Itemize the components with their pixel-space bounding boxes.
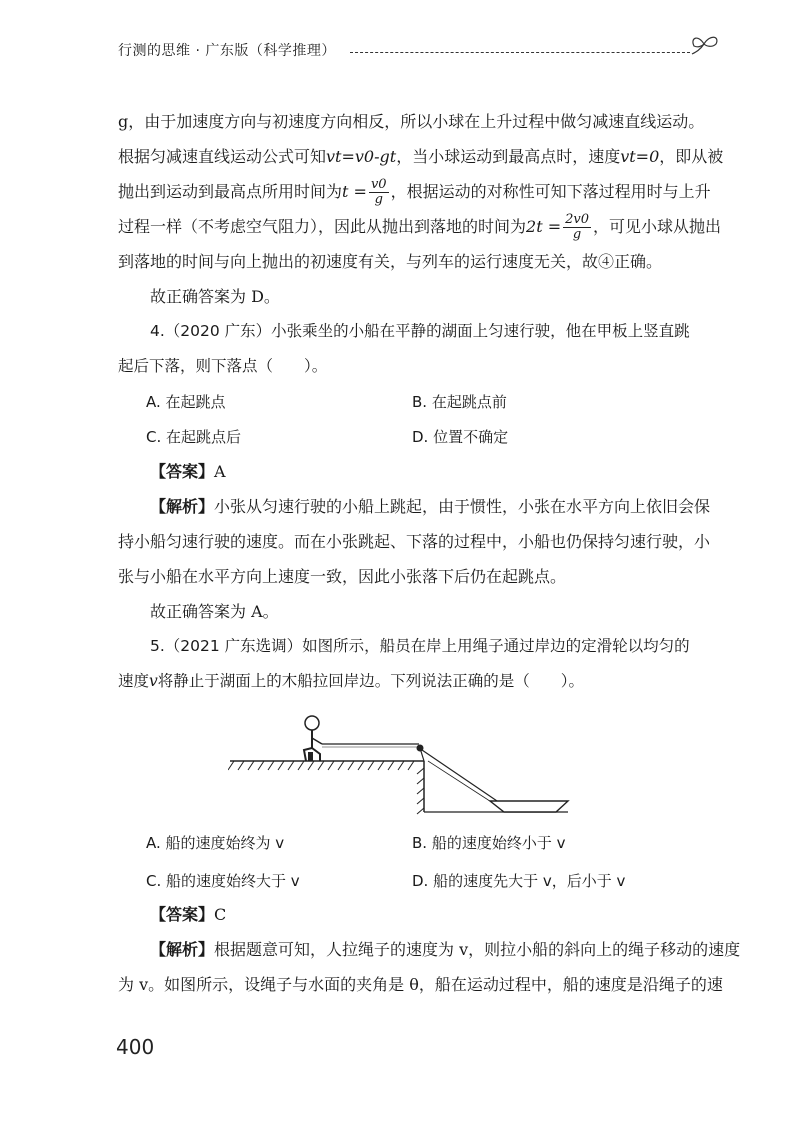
sprout-icon	[686, 32, 726, 62]
text-run: 小张从匀速行驶的小船上跳起，由于惯性，小张在水平方向上依旧会保	[214, 497, 711, 516]
wall-hatching	[417, 768, 424, 814]
text-run: 根据题意可知，人拉绳子的速度为 v，则拉小船的斜向上的绳子移动的速度	[214, 940, 741, 959]
text-run: 抛出到运动到最高点所用时间为	[118, 182, 343, 201]
analysis-line	[118, 932, 741, 967]
option-a[interactable]: A. 在起跳点	[146, 393, 226, 411]
option-a[interactable]: A. 船的速度始终为 v	[146, 834, 285, 852]
text-run: ，当小球运动到最高点时，速度	[396, 147, 621, 166]
answer-conclusion: 故正确答案为 D。	[150, 287, 280, 306]
text-run: 根据匀减速直线运动公式可知	[118, 147, 327, 166]
text-run: 速度	[118, 672, 150, 690]
fraction-denominator: g	[572, 227, 582, 242]
question-5-solution	[118, 897, 741, 1002]
ground-hatching	[228, 761, 414, 770]
question-4-solution	[118, 454, 718, 629]
answer-line	[118, 454, 718, 489]
analysis-line: 为 v。如图所示，设绳子与水面的夹角是 θ，船在运动过程中，船的速度是沿绳子的速	[118, 975, 723, 994]
question-4-options-row-2	[146, 426, 706, 456]
formula-t: t =	[342, 182, 367, 201]
running-header	[118, 38, 718, 68]
text-run: ，可见小球从抛出	[593, 217, 722, 236]
page-number: 400	[116, 1035, 155, 1059]
header-rule	[350, 52, 690, 53]
fraction-v0-over-g	[369, 178, 389, 207]
question-5-stem	[118, 629, 718, 699]
formula-vt-zero: vt=0	[620, 147, 660, 166]
question-5-options-row-2	[146, 870, 706, 900]
boat	[490, 801, 568, 812]
analysis-line: 持小船匀速行驶的速度。而在小张跳起、下落的过程中，小船也仍保持匀速行驶，小	[118, 532, 711, 551]
fraction-numerator: v0	[370, 177, 387, 192]
answer-value: C	[214, 905, 227, 924]
paragraph-line	[118, 139, 724, 174]
paragraph-line: 到落地的时间与向上抛出的初速度有关，与列车的运行速度无关，故④正确。	[118, 252, 663, 271]
paragraph-line	[118, 174, 718, 209]
fraction-denominator: g	[374, 192, 383, 207]
option-c[interactable]: C. 船的速度始终大于 v	[146, 872, 300, 890]
option-c[interactable]: C. 在起跳点后	[146, 428, 242, 446]
answer-tag: 【答案】	[150, 462, 215, 481]
question-5-options-row-1	[146, 832, 706, 862]
question-stem-line: 5.（2021 广东选调）如图所示，船员在岸上用绳子通过岸边的定滑轮以均匀的	[150, 637, 690, 655]
formula-velocity: vt=v0-gt	[326, 147, 397, 166]
text-run: 将静止于湖面上的木船拉回岸边。下列说法正确的是（ ）。	[157, 672, 585, 690]
question-stem-line	[118, 664, 718, 699]
question-4-stem	[118, 314, 718, 384]
variable-v: v	[149, 672, 158, 690]
question-4-options-row-1	[146, 391, 706, 421]
header-title: 行测的思维 · 广东版（科学推理）	[118, 43, 336, 59]
fraction-2v0-over-g	[563, 213, 591, 242]
paragraph-line: g，由于加速度方向与初速度方向相反，所以小球在上升过程中做匀减速直线运动。	[118, 112, 705, 131]
analysis-line: 张与小船在水平方向上速度一致，因此小张落下后仍在起跳点。	[118, 567, 567, 586]
person-head	[305, 716, 319, 730]
analysis-tag: 【解析】	[150, 940, 215, 959]
option-d[interactable]: D. 船的速度先大于 v，后小于 v	[412, 872, 626, 890]
pulley-boat-figure	[228, 708, 588, 818]
fraction-numerator: 2v0	[565, 212, 590, 227]
answer-line	[118, 897, 718, 932]
text-run: 过程一样（不考虑空气阻力），因此从抛出到落地的时间为	[118, 217, 527, 236]
text-run: ，即从被	[659, 147, 724, 166]
analysis-line	[118, 489, 718, 524]
previous-solution-block	[118, 104, 724, 314]
option-b[interactable]: B. 船的速度始终小于 v	[412, 834, 566, 852]
rope-slanted	[422, 750, 500, 803]
person-arm	[312, 738, 322, 744]
answer-value: A	[214, 462, 226, 481]
analysis-tag: 【解析】	[150, 497, 215, 516]
option-d[interactable]: D. 位置不确定	[412, 428, 509, 446]
answer-tag: 【答案】	[150, 905, 215, 924]
formula-2t: 2t =	[526, 217, 562, 236]
person-foot	[308, 752, 313, 761]
person-leg-front	[312, 748, 320, 761]
rope-slanted-edge	[428, 761, 496, 805]
question-stem-line: 4.（2020 广东）小张乘坐的小船在平静的湖面上匀速行驶，他在甲板上竖直跳	[150, 322, 690, 340]
text-run: ，根据运动的对称性可知下落过程用时与上升	[390, 182, 711, 201]
paragraph-line	[118, 209, 722, 244]
answer-conclusion: 故正确答案为 A。	[150, 602, 279, 621]
option-b[interactable]: B. 在起跳点前	[412, 393, 507, 411]
question-stem-line: 起后下落，则下落点（ ）。	[118, 357, 328, 375]
